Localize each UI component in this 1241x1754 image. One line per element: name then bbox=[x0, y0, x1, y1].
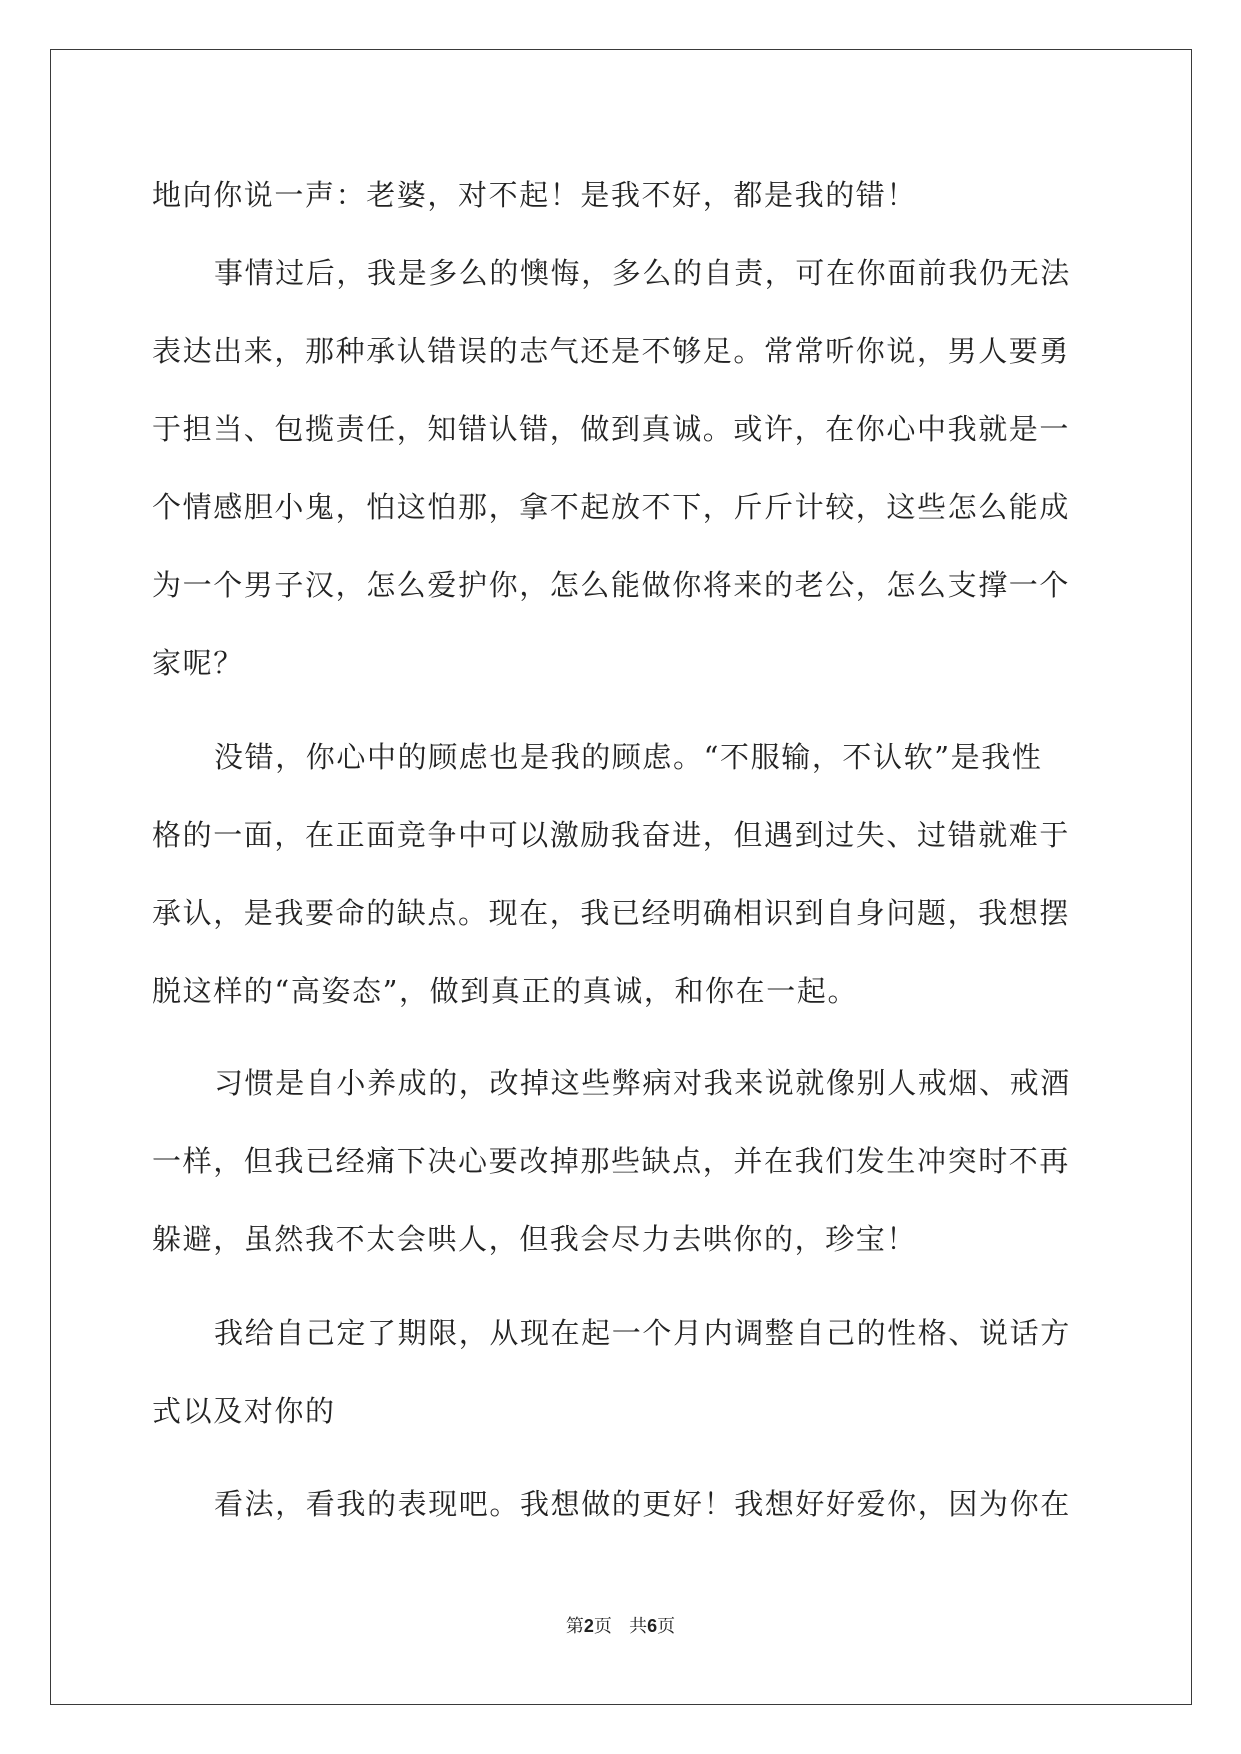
text-line: 看法，看我的表现吧。我想做的更好！我想好好爱你，因为你在 bbox=[214, 1487, 1071, 1521]
text-line: 脱这样的“高姿态”，做到真正的真诚，和你在一起。 bbox=[152, 974, 859, 1008]
page-border bbox=[50, 49, 1192, 1705]
text-line: 一样，但我已经痛下决心要改掉那些缺点，并在我们发生冲突时不再 bbox=[152, 1144, 1071, 1178]
text-line: 个情感胆小鬼，怕这怕那，拿不起放不下，斤斤计较，这些怎么能成 bbox=[152, 490, 1071, 524]
total-suffix: 页 bbox=[657, 1616, 676, 1637]
text-line: 躲避，虽然我不太会哄人，但我会尽力去哄你的，珍宝！ bbox=[152, 1222, 918, 1256]
text-line: 地向你说一声：老婆，对不起！是我不好，都是我的错！ bbox=[152, 178, 918, 212]
text-line: 事情过后，我是多么的懊悔，多么的自责，可在你面前我仍无法 bbox=[214, 256, 1071, 290]
text-line: 家呢？ bbox=[152, 646, 244, 680]
text-line: 为一个男子汉，怎么爱护你，怎么能做你将来的老公，怎么支撑一个 bbox=[152, 568, 1071, 602]
page-number: 2 bbox=[583, 1616, 594, 1636]
text-line: 式以及对你的 bbox=[152, 1394, 336, 1428]
page-prefix: 第 bbox=[565, 1616, 584, 1637]
total-pages: 6 bbox=[647, 1616, 658, 1636]
text-line: 我给自己定了期限，从现在起一个月内调整自己的性格、说话方 bbox=[214, 1316, 1071, 1350]
text-line: 于担当、包揽责任，知错认错，做到真诚。或许，在你心中我就是一 bbox=[152, 412, 1071, 446]
text-line: 表达出来，那种承认错误的志气还是不够足。常常听你说，男人要勇 bbox=[152, 334, 1071, 368]
total-prefix: 共 bbox=[629, 1616, 648, 1637]
text-line: 格的一面，在正面竞争中可以激励我奋进，但遇到过失、过错就难于 bbox=[152, 818, 1071, 852]
text-line: 承认，是我要命的缺点。现在，我已经明确相识到自身问题，我想摆 bbox=[152, 896, 1071, 930]
page-suffix: 页 bbox=[593, 1616, 612, 1637]
text-line: 没错，你心中的顾虑也是我的顾虑。“不服输，不认软”是我性 bbox=[214, 740, 1043, 774]
text-line: 习惯是自小养成的，改掉这些弊病对我来说就像别人戒烟、戒酒 bbox=[214, 1066, 1071, 1100]
page-footer bbox=[0, 1612, 1241, 1638]
